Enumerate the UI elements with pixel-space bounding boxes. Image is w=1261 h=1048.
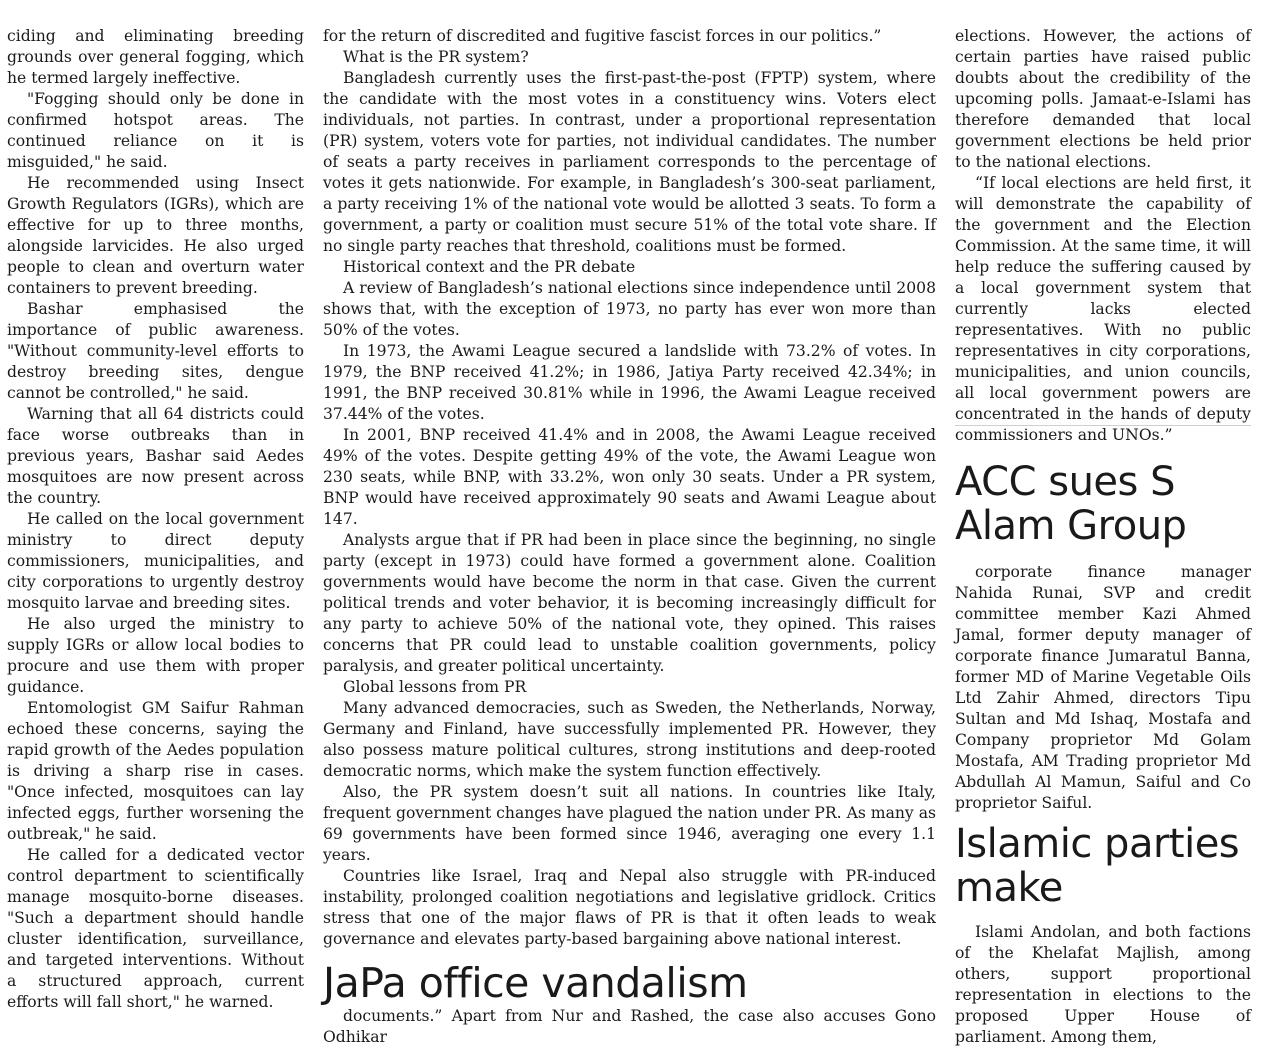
column-right: [955, 26, 1251, 1046]
article-paragraph: Islami Andolan, and both factions of the Khelafat Majlish, among others, support proportional representation in elections to the proposed Upper House of parliament. Among them,: [955, 923, 1251, 1046]
article-paragraph: documents.” Apart from Nur and Rashed, the case also accuses Gono Odhikar: [323, 1007, 936, 1046]
subheading: Historical context and the PR debate: [343, 258, 636, 276]
article-paragraph: "Fogging should only be done in confirmed hotspot areas. The continued reliance on it is misguided," he said.: [7, 90, 304, 171]
article-paragraph: Countries like Israel, Iraq and Nepal also struggle with PR-induced instability, prolonged coalition negotiations and legislative gridlock. Critics stress that one of the major flaws of PR is that it often leads to weak governance and elevates party-based bargaining above national interest.: [323, 867, 936, 948]
article-paragraph: A review of Bangladesh’s national elections since independence until 2008 shows that, with the exception of 1973, no party has ever won more than 50% of the votes.: [323, 279, 936, 339]
article-paragraph: Also, the PR system doesn’t suit all nations. In countries like Italy, frequent government changes have plagued the nation under PR. As many as 69 governments have been formed since 1946, averaging one every 1.1 years.: [323, 783, 936, 864]
article-paragraph: He called on the local government ministry to direct deputy commissioners, municipalities, and city corporations to urgently destroy mosquito larvae and breeding sites.: [7, 510, 304, 612]
article-paragraph: He also urged the ministry to supply IGRs or allow local bodies to procure and use them with proper guidance.: [7, 615, 304, 696]
article-paragraph: He recommended using Insect Growth Regulators (IGRs), which are effective for up to three months, alongside larvicides. He also urged people to clean and overturn water containers to prevent breeding.: [7, 174, 304, 297]
article-paragraph: In 1973, the Awami League secured a landslide with 73.2% of votes. In 1979, the BNP received 41.2%; in 1986, Jatiya Party received 42.34%; in 1991, the BNP received 30.81% while in 1996, the Awami League received 37.44% of the votes.: [323, 342, 936, 423]
subheading: Global lessons from PR: [343, 678, 527, 696]
column-middle: [323, 26, 936, 1046]
article-paragraph: In 2001, BNP received 41.4% and in 2008, the Awami League received 49% of the votes. Despite getting 49% of the vote, the Awami League won 230 seats, while BNP, with 33.2%, won only 30 seats. Under a PR system, BNP would have received approximately 90 seats and Awami League about 147.: [323, 426, 936, 528]
headline-islamic-parties-make: Islamic parties make: [955, 821, 1240, 911]
article-paragraph: Analysts argue that if PR had been in place since the beginning, no single party (except in 1973) could have formed a government alone. Coalition governments would have become the norm in that case. Given the current political trends and voter behavior, it is becoming increasingly difficult for any party to achieve 50% of the national vote, they opined. This raises concerns that PR could lead to unstable coalition governments, policy paralysis, and greater political uncertainty.: [323, 531, 936, 675]
article-paragraph: Many advanced democracies, such as Sweden, the Netherlands, Norway, Germany and Finland, have successfully implemented PR. However, they also possess mature political cultures, strong institutions and deep-rooted democratic norms, which make the system function effectively.: [323, 699, 936, 780]
article-paragraph: corporate finance manager Nahida Runai, SVP and credit committee member Kazi Ahmed Jamal, former deputy manager of corporate finance Jumaratul Banna, former MD of Marine Vegetable Oils Ltd Zahir Ahmed, directors Tipu Sultan and Md Ishaq, Mostafa and Company proprietor Md Golam Mostafa, AM Trading proprietor Md Abdullah Al Mamun, Saiful and Co proprietor Saiful.: [955, 563, 1251, 812]
subheading: What is the PR system?: [343, 48, 529, 66]
article-paragraph: ciding and eliminating breeding grounds over general fogging, which he termed largely ineffective.: [7, 27, 304, 87]
article-paragraph: Bangladesh currently uses the first-past-the-post (FPTP) system, where the candidate with the most votes in a constituency wins. Voters elect individuals, not parties. In contrast, under a proportional representation (PR) system, voters vote for parties, not individual candidates. The number of seats a party receives in parliament corresponds to the percentage of votes it gets nationwide. For example, in Bangladesh’s 300-seat parliament, a party receiving 1% of the national vote would be allotted 3 seats. To form a government, a party or coalition must secure 51% of the total vote share. If no single party reaches that threshold, coalitions must be formed.: [323, 69, 936, 255]
section-divider: [955, 425, 1251, 426]
article-paragraph: Warning that all 64 districts could face worse outbreaks than in previous years, Bashar said Aedes mosquitoes are now present across the country.: [7, 405, 304, 507]
article-paragraph: for the return of discredited and fugitive fascist forces in our politics.”: [323, 27, 882, 45]
column-left: [7, 26, 304, 1011]
headline-acc-sues-s-alam-group: ACC sues S Alam Group: [955, 459, 1187, 549]
article-paragraph: Entomologist GM Saifur Rahman echoed these concerns, saying the rapid growth of the Aedes population is driving a sharp rise in cases. "Once infected, mosquitoes can lay infected eggs, further worsening the outbreak," he said.: [7, 699, 304, 843]
article-paragraph: Bashar emphasised the importance of public awareness. "Without community-level efforts to destroy breeding sites, dengue cannot be controlled," he said.: [7, 300, 304, 402]
article-paragraph: elections. However, the actions of certain parties have raised public doubts about the credibility of the upcoming polls. Jamaat-e-Islami has therefore demanded that local government elections be held prior to the national elections.: [955, 27, 1251, 171]
headline-japa-office-vandalism: JaPa office vandalism: [323, 959, 748, 1007]
article-paragraph: He called for a dedicated vector control department to scientifically manage mosquito-borne diseases. "Such a department should handle cluster identification, surveillance, and targeted interventions. Without a structured approach, current efforts will fall short," he warned.: [7, 846, 304, 1011]
article-paragraph: “If local elections are held first, it will demonstrate the capability of the government and the Election Commission. At the same time, it will help reduce the suffering caused by a local government system that currently lacks elected representatives. With no public representatives in city corporations, municipalities, and union councils, all local government powers are concentrated in the hands of deputy commissioners and UNOs.”: [955, 174, 1251, 444]
